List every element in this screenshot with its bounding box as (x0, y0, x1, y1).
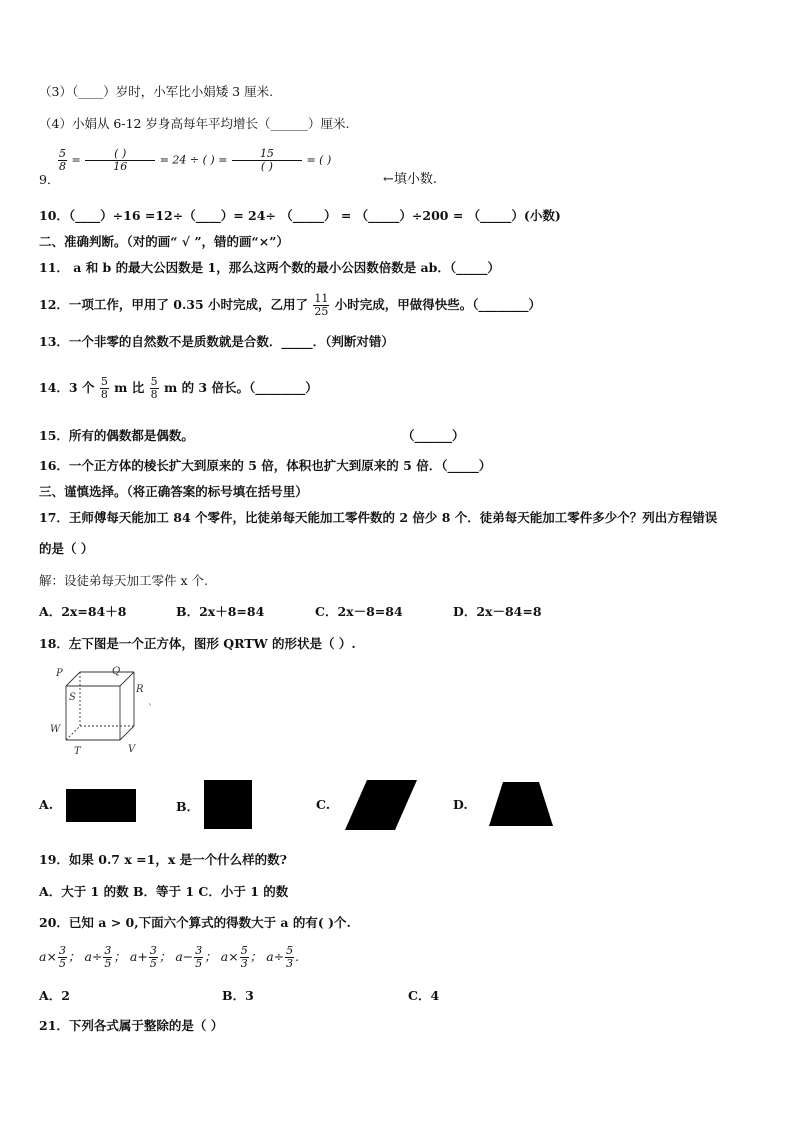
q9-number: 9． (39, 172, 60, 187)
q20-expr-1: a× $\frac{3}{5}$ ； (39, 944, 81, 970)
q19: 19．如果 0.7 x =1，x 是一个什么样的数? (39, 852, 287, 867)
q9-eq1: = 24 ÷ ( ) = (159, 153, 228, 167)
q20-option-b: B．3 (222, 988, 254, 1003)
q17-line1: 17．王师傅每天能加工 84 个零件，比徒弟每天能加工零件数的 2 倍少 8 个．徒弟每天能加工零件多少个？列出方程错误 (39, 510, 718, 525)
cube-label-t: T (74, 746, 81, 757)
q12 (39, 290, 541, 320)
cube-hidden-edge (66, 726, 80, 740)
section-2-title: 二、准确判断。（对的画“ √ ”，错的画“×”） (39, 234, 289, 249)
q18-option-a-label: A. (39, 797, 54, 812)
q9-frac-a: $\frac{5}{8}$ (59, 147, 66, 173)
q20-option-a: A．2 (39, 988, 70, 1003)
q20: 20．已知 a > 0,下面六个算式的得数大于 a 的有( )个. (39, 915, 351, 930)
q9-hint: ←填小数. (383, 172, 438, 187)
q9-frac-b: $\frac{( )}{16}$ (85, 148, 155, 173)
q17-option-b: B．2x＋8=84 (176, 604, 265, 619)
q20-expr-2: a÷ $\frac{3}{5}$ ； (84, 944, 126, 970)
q21: 21．下列各式属于整除的是（ ） (39, 1018, 224, 1033)
q8-part4: （4）小娟从 6-12 岁身高每年平均增长（______）厘米. (39, 116, 350, 131)
stray-mark: ` (148, 704, 153, 715)
q20-expressions (39, 940, 299, 974)
q9-frac-c: $\frac{15}{( )}$ (232, 148, 302, 173)
q17-option-d: D．2x－84=8 (453, 604, 542, 619)
q9-eq2: = ( ) (306, 153, 332, 167)
q18-option-c-label: C. (316, 797, 331, 812)
q12-fraction: $\frac{11}{25}$ (314, 292, 329, 318)
cube-label-v: V (128, 744, 136, 755)
q14-frac-2: $\frac{5}{8}$ (150, 375, 158, 401)
cube-edge (120, 672, 134, 686)
q17-option-a: A．2x=84＋8 (39, 604, 127, 619)
q18-option-b-label: B． (176, 799, 200, 814)
q14 (39, 372, 318, 404)
q15-blank: （______） (402, 428, 465, 443)
q17-solution: 解：设徒弟每天加工零件 x 个. (39, 573, 208, 588)
cube-label-q: Q (112, 666, 121, 677)
q18-option-a-rectangle (66, 789, 136, 822)
q18-option-d-trapezoid (489, 782, 553, 826)
q20-option-c: C．4 (408, 988, 440, 1003)
q14-text-mid: m 比 (114, 380, 145, 395)
cube-label-s: S (69, 692, 76, 703)
cube-edge (66, 672, 80, 686)
q16: 16．一个正方体的棱长扩大到原来的 5 倍，体积也扩大到原来的 5 倍．（_____） (39, 458, 492, 473)
cube-edge (120, 726, 134, 740)
q14-text-end: m 的 3 倍长。（________） (163, 380, 318, 395)
q12-text: 12．一项工作，甲用了 0.35 小时完成，乙用了 (39, 297, 309, 312)
q14-text: 14．3 个 (39, 380, 95, 395)
q8-part3: （3）（____）岁时，小军比小娟矮 3 厘米. (39, 84, 274, 99)
q20-expr-6: a÷ $\frac{5}{3}$ . (266, 944, 300, 970)
q18-option-b-square (204, 780, 252, 829)
q15: 15．所有的偶数都是偶数。 (39, 428, 194, 443)
q17-line2: 的是（ ） (39, 541, 94, 556)
q18: 18．左下图是一个正方体，图形 QRTW 的形状是（ ）. (39, 636, 356, 651)
cube-label-w: W (50, 724, 61, 735)
q17-option-c: C．2x－8=84 (315, 604, 403, 619)
q11: 11． a 和 b 的最大公因数是 1，那么这两个数的最小公因数倍数是 ab．（_____） (39, 260, 500, 275)
q18-option-d-label: D. (453, 797, 468, 812)
q20-expr-3: a+ $\frac{3}{5}$ ； (129, 944, 172, 970)
q18-option-c-parallelogram (345, 780, 417, 830)
cube-label-r: R (136, 684, 144, 695)
q20-expr-4: a− $\frac{3}{5}$ ； (175, 944, 217, 970)
cube-figure (44, 662, 164, 758)
q13: 13．一个非零的自然数不是质数就是合数．_____．（判断对错） (39, 334, 394, 349)
q10: 10．（____）÷16 =12÷（____）= 24÷ （_____） = （_____）÷200 = （_____）(小数) (39, 208, 561, 223)
q12-text-end: 小时完成，甲做得快些。（________） (334, 297, 542, 312)
cube-label-p: P (56, 668, 63, 679)
section-3-title: 三、谨慎选择。（将正确答案的标号填在括号里） (39, 484, 308, 499)
q14-frac-1: $\frac{5}{8}$ (100, 375, 108, 401)
q20-expr-5: a× $\frac{5}{3}$ ； (220, 944, 263, 970)
q19-options: A．大于 1 的数 B．等于 1 C．小于 1 的数 (39, 884, 289, 899)
